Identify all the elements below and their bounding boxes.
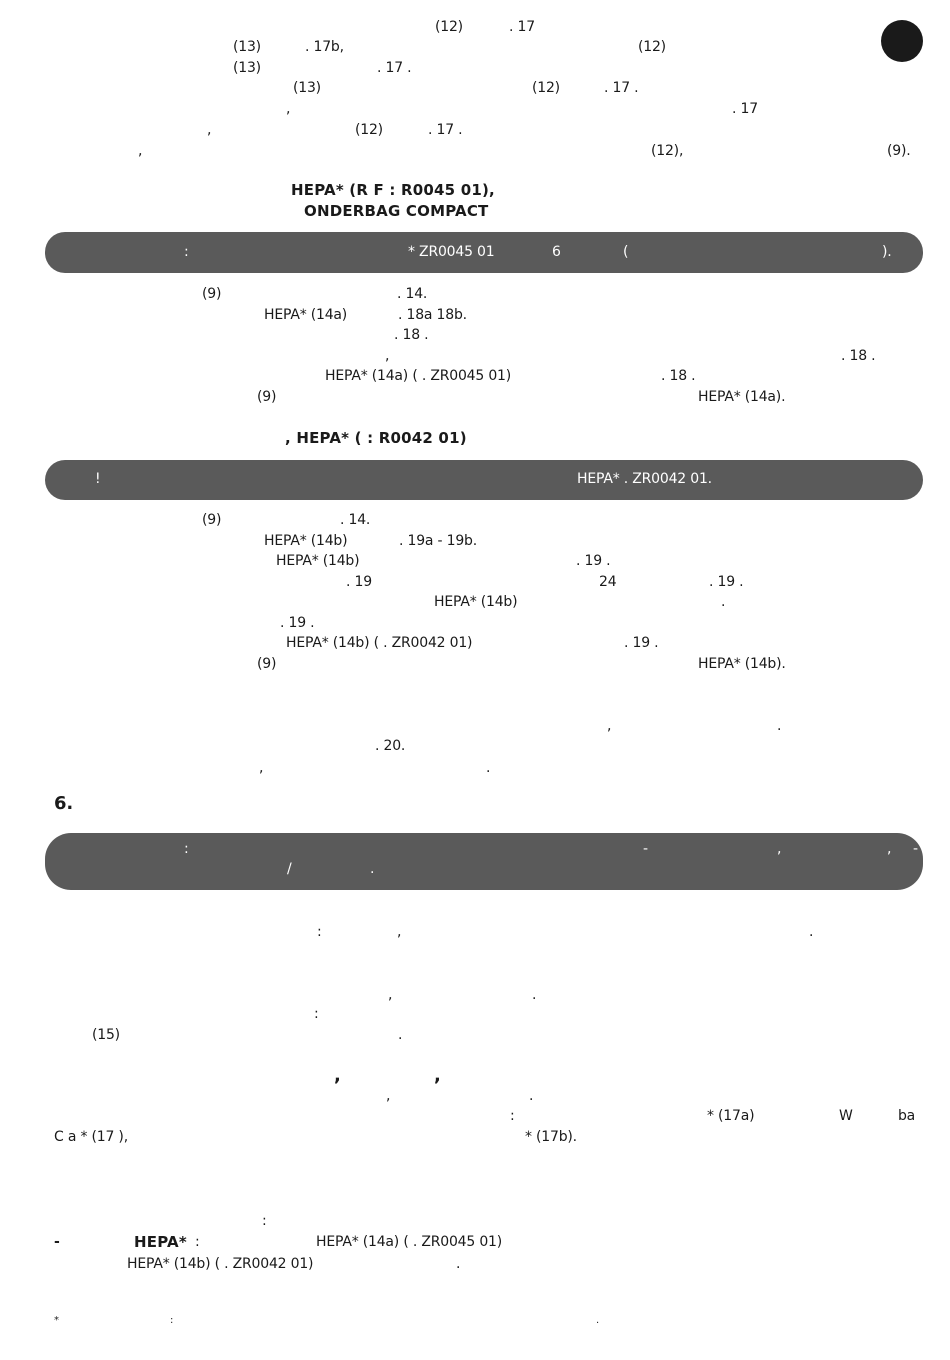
text-fragment: . 17 . xyxy=(604,80,639,96)
band-text: ! xyxy=(95,471,101,487)
text-fragment: (13) xyxy=(233,60,261,76)
text-fragment: HEPA* (14b) xyxy=(264,533,348,549)
text-fragment: (12) xyxy=(638,39,666,55)
text-fragment: HEPA* (14a). xyxy=(698,389,786,405)
band-text: ). xyxy=(882,244,892,260)
text-fragment: , xyxy=(207,122,212,138)
text-fragment: (9) xyxy=(202,512,222,528)
text-fragment: . xyxy=(777,718,782,734)
text-fragment: , xyxy=(397,924,402,940)
text-fragment: HEPA* (14b). xyxy=(698,656,786,672)
text-fragment: : xyxy=(195,1234,200,1250)
band-text: ( xyxy=(623,244,629,260)
text-fragment: HEPA* (14a) ( . ZR0045 01) xyxy=(316,1234,503,1250)
text-fragment: . 18 . xyxy=(841,348,876,364)
text-fragment: : xyxy=(170,1315,174,1326)
band-text: - xyxy=(913,841,918,857)
text-fragment: ba xyxy=(898,1108,916,1124)
text-fragment: , xyxy=(334,1065,341,1086)
text-fragment: . 17 . xyxy=(377,60,412,76)
text-fragment: * (17b). xyxy=(525,1129,577,1145)
text-fragment: HEPA* (14b) ( . ZR0042 01) xyxy=(286,635,473,651)
band-text: HEPA* . ZR0042 01. xyxy=(577,471,712,487)
text-fragment: (13) xyxy=(293,80,321,96)
text-fragment: . 17 xyxy=(732,101,758,117)
text-fragment: (9) xyxy=(257,656,277,672)
text-fragment: (9). xyxy=(887,143,911,159)
text-fragment: , xyxy=(385,348,390,364)
text-fragment: . 19 . xyxy=(709,574,744,590)
band-text: * ZR0045 01 xyxy=(408,244,495,260)
section-heading-hepa-r0045: HEPA* (R F : R0045 01), xyxy=(291,181,495,199)
text-fragment: (15) xyxy=(92,1027,120,1043)
page-marker-dot xyxy=(881,20,923,62)
section-heading-onderbag-compact: ONDERBAG COMPACT xyxy=(304,202,489,220)
text-fragment: . 17b, xyxy=(305,39,344,55)
text-fragment: , xyxy=(386,1088,391,1104)
text-fragment: . 17 . xyxy=(428,122,463,138)
band-text: , xyxy=(887,841,892,857)
band-text: : xyxy=(184,841,189,857)
band-text: , xyxy=(777,841,782,857)
band-text: : xyxy=(184,244,189,260)
text-fragment: HEPA* (14a) xyxy=(264,307,348,323)
text-fragment: . 18a 18b. xyxy=(398,307,467,323)
text-fragment: : xyxy=(262,1213,267,1229)
text-fragment: . xyxy=(809,924,814,940)
text-fragment: * (17a) xyxy=(707,1108,755,1124)
band-text: 6 xyxy=(552,244,561,260)
text-fragment: (12) xyxy=(532,80,560,96)
text-fragment: . 14. xyxy=(340,512,371,528)
hepa-label: HEPA* xyxy=(134,1233,187,1251)
text-fragment: . 20. xyxy=(375,738,406,754)
section-heading-hepa-r0042: , HEPA* ( : R0042 01) xyxy=(285,429,467,447)
text-fragment: , xyxy=(138,143,143,159)
text-fragment: , xyxy=(607,718,612,734)
text-fragment: . xyxy=(456,1256,461,1272)
text-fragment: 24 xyxy=(599,574,617,590)
text-fragment: : xyxy=(317,924,322,940)
text-fragment: W xyxy=(839,1108,853,1124)
text-fragment: . 19 . xyxy=(280,615,315,631)
text-fragment: (12) xyxy=(435,19,463,35)
section-number: 6. xyxy=(54,793,73,814)
text-fragment: (9) xyxy=(202,286,222,302)
text-fragment: , xyxy=(259,760,264,776)
note-band-3 xyxy=(45,833,923,890)
band-text: / xyxy=(287,861,292,877)
footnote-star: * xyxy=(54,1315,59,1326)
text-fragment: (13) xyxy=(233,39,261,55)
band-text: . xyxy=(370,861,375,877)
text-fragment: HEPA* (14b) xyxy=(276,553,360,569)
note-band-1 xyxy=(45,232,923,273)
text-fragment: (9) xyxy=(257,389,277,405)
text-fragment: (12), xyxy=(651,143,684,159)
text-fragment: . 18 . xyxy=(394,327,429,343)
text-fragment: HEPA* (14b) ( . ZR0042 01) xyxy=(127,1256,314,1272)
text-fragment: . xyxy=(596,1315,599,1326)
text-fragment: (12) xyxy=(355,122,383,138)
text-fragment: . 19a - 19b. xyxy=(399,533,477,549)
text-fragment: HEPA* (14b) xyxy=(434,594,518,610)
text-fragment: . 17 xyxy=(509,19,535,35)
list-dash: - xyxy=(54,1234,60,1250)
band-text: - xyxy=(643,841,648,857)
text-fragment: . xyxy=(398,1027,403,1043)
text-fragment: : xyxy=(510,1108,515,1124)
text-fragment: . 14. xyxy=(397,286,428,302)
text-fragment: , xyxy=(388,987,393,1003)
text-fragment: . xyxy=(721,594,726,610)
text-fragment: . 19 . xyxy=(624,635,659,651)
text-fragment: . 19 . xyxy=(576,553,611,569)
text-fragment: . xyxy=(532,987,537,1003)
text-fragment: HEPA* (14a) ( . ZR0045 01) xyxy=(325,368,512,384)
text-fragment: . xyxy=(529,1088,534,1104)
text-fragment: . 18 . xyxy=(661,368,696,384)
text-fragment: . 19 xyxy=(346,574,372,590)
text-fragment: , xyxy=(434,1065,441,1086)
text-fragment: C a * (17 ), xyxy=(54,1129,128,1145)
text-fragment: : xyxy=(314,1006,319,1022)
warning-band-2 xyxy=(45,460,923,500)
text-fragment: . xyxy=(486,760,491,776)
text-fragment: , xyxy=(286,101,291,117)
